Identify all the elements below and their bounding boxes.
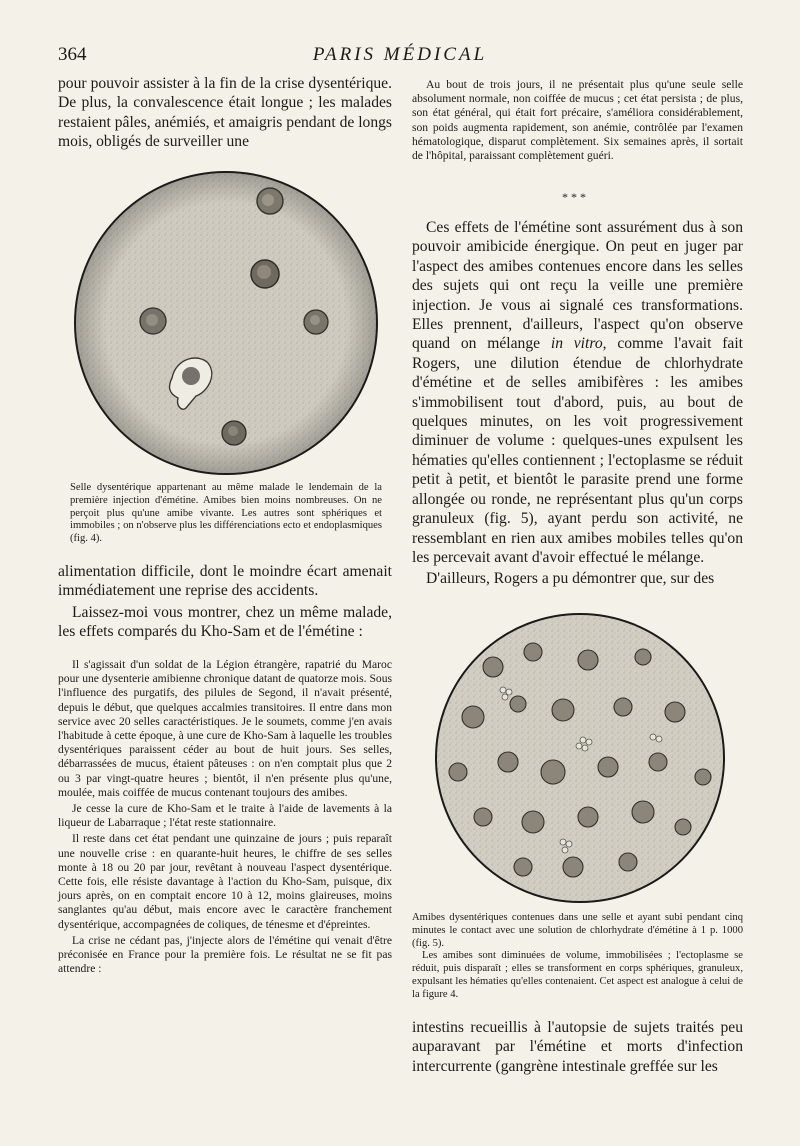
case-paragraph-4: La crise ne cédant pas, j'injecte alors de l'émétine qui venait d'être préconisée en France pour la première fois. Le résultat ne se fit pas attendre : [58, 933, 392, 976]
case-paragraph-1: Il s'agissait d'un soldat de la Légion étrangère, rapatrié du Maroc pour une dysenterie amibienne chronique datant de quatorze mois. Sous l'influence des purgatifs, des pilules de Segond, il n'avait présenté, depuis le début, que quelques accalmies transitoires. Il entre dans mon service avec 20 selles caractéristiques. Je le soumets, comme j'en avais l'habitude à cette époque, à une cure de Kho-Sam à laquelle les troubles dysentériques paraissent céder au bout de huit jours. Ses selles, débarrassées de mucus, étaient pâteuses : on n'en comptait plus que 2 ou 3 par vingt-quatre heures ; bientôt, il n'en présente plus qu'une, moulée, mais coiffée de mucus contenant toujours des amibes. [58, 658, 392, 799]
figure-5-svg [413, 612, 747, 904]
figure-4-svg [68, 168, 384, 478]
paragraph-effets-part-2: , comme l'avait fait Rogers, une dilution étendue de chlorhydrate d'émétine et de selles amibifères : les amibes s'immobilisent tout d'abord, puis, au bout de quelques minutes, on les voit progressivement diminuer de volume : quelques-unes expulsent les hématies qu'elles contiennent ; l'ectoplasme se réduit petit à petit, et bientôt le parasite prend une forme allongée ou ronde, ne représentant plus qu'un corps granuleux (fig. 5), ayant perdu son activité, ne ressemblant en rien aux amibes mobiles telles qu'on les percevait avant d'avoir effectué le mélange. [412, 335, 743, 566]
figure-4-caption: Selle dysentérique appartenant au même malade le lendemain de la première injection d'émétine. Amibes bien moins nombreuses. On ne perçoit plus qu'une amibe vivante. Les autres sont sphériques et immobiles ; on n'observe plus les différenciations ecto et endoplasmiques (fig. 4). [70, 482, 382, 545]
left-column-middle [58, 562, 392, 642]
case-paragraph-3: Il reste dans cet état pendant une quinzaine de jours ; puis reparaît une nouvelle crise : en quarante-huit heures, le chiffre de ses selles monte à 18 ou 20 par jour, revêtant à nouveau l'aspect dysentérique. Cette fois, elle résiste davantage à l'action du Kho-Sam, puisque, dix jours après, on en comptait encore 10 à 12, moins glaireuses, moins sanglantes qu'au début, mais encore avec le caractère franchement dysentérique, accompagnées de coliques, de ténesme et d'épreintes. [58, 832, 392, 931]
paragraph-effets-italic: in vitro [550, 335, 603, 353]
case-continuation: Au bout de trois jours, il ne présentait plus qu'une seule selle absolument normale, non coiffée de mucus ; cet état persista ; de plus, son état général, qui était fort précaire, s'améliora considérablement, son poids augmenta rapidement, son anémie, contrôlée par l'examen hématologique, disparut complètement. Six semaines après, il sortait de l'hôpital, paraissant complètement guéri. [412, 78, 743, 163]
paragraph-laissez: Laissez-moi vous montrer, chez un même malade, les effets comparés du Kho-Sam et de l'émétine : [58, 603, 392, 641]
journal-title: PARIS MÉDICAL [312, 44, 488, 65]
case-paragraph-2: Je cesse la cure de Kho-Sam et le traite à l'aide de lavements à la liqueur de Labarraque ; l'état reste stationnaire. [58, 802, 392, 830]
paragraph-intestins: intestins recueillis à l'autopsie de sujets traités peu auparavant par l'émétine et morts d'infection intercurrente (gangrène intestinale greffée sur les [412, 1019, 743, 1075]
section-separator: * * * [562, 190, 586, 204]
page-number: 364 [58, 44, 87, 65]
paragraph-effets-part-1: Ces effets de l'émétine sont assurément dus à son pouvoir amibicide énergique. On peut en juger par l'aspect des amibes contenues encore dans les selles des sujets qui ont reçu la veille une première injection. Je vous ai signalé ces transformations. Elles prennent, d'ailleurs, l'aspect qu'on observe quand on mélange [412, 219, 743, 353]
paragraph-rogers: D'ailleurs, Rogers a pu démontrer que, sur des [426, 570, 715, 588]
figure-4-caption-block [58, 482, 392, 546]
figure-5-caption-2: Les amibes sont diminuées de volume, immobilisées ; l'ectoplasme se réduit, puis disparaît ; elles se transforment en corps sphériques, granuleux, expulsant les hématies qu'elles contenaient. Cet aspect est analogue à celui de la figure 4. [412, 950, 743, 1000]
figure-5-caption-1: Amibes dysentériques contenues dans une selle et ayant subi pendant cinq minutes le contact avec une solution de chlorhydrate d'émétine à 1 p. 1000 (fig. 5). [412, 912, 743, 949]
left-column-case-report [58, 658, 392, 976]
paragraph-alimentation: alimentation difficile, dont le moindre écart amenait immédiatement une reprise des accidents. [58, 563, 392, 600]
figure-5-micrograph [413, 612, 747, 904]
figure-5-caption-block [412, 912, 743, 1002]
right-column-main-text [412, 218, 743, 589]
figure-4-micrograph [68, 168, 384, 478]
right-column-bottom [412, 1018, 743, 1076]
paragraph-effets [412, 218, 743, 567]
right-column-top [412, 78, 743, 163]
left-column-top [58, 74, 392, 152]
intro-paragraph: pour pouvoir assister à la fin de la crise dysentérique. De plus, la convalescence était longue ; les malades restaient pâles, anémiés, et amaigris pendant de longs mois, obligés de surveiller une [58, 75, 392, 151]
